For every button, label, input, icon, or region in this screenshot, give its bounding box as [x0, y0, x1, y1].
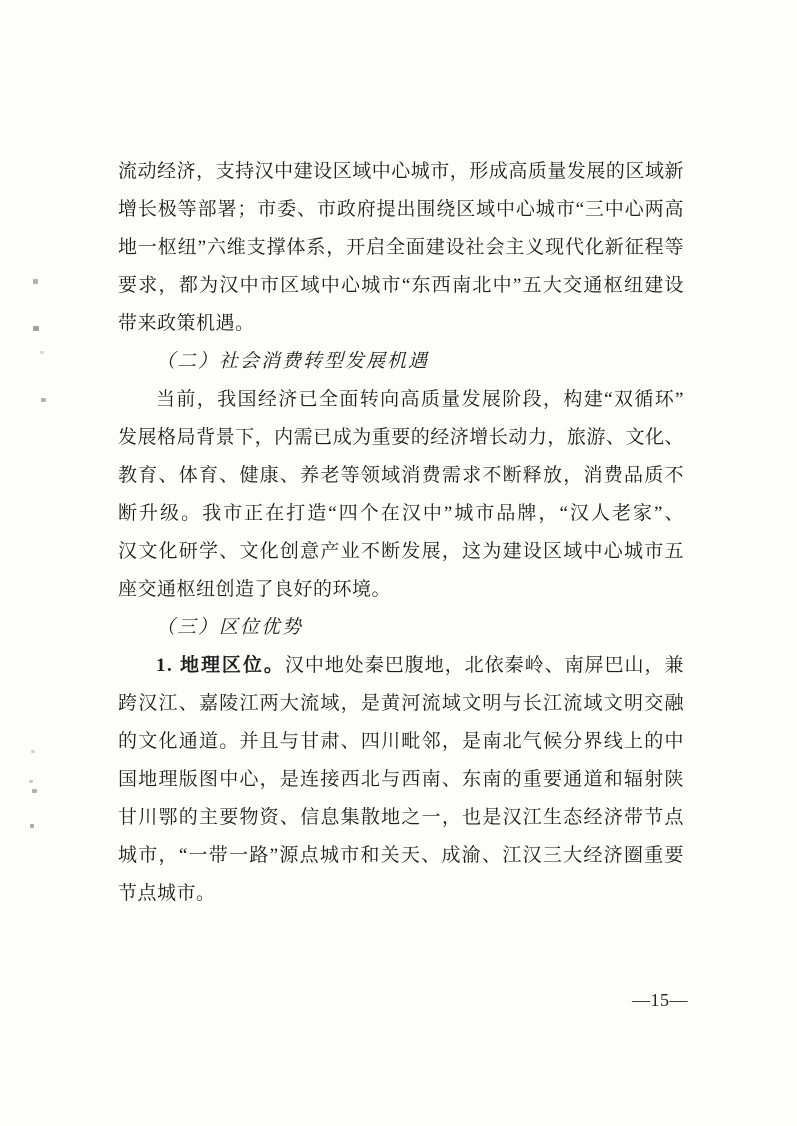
scan-speck	[33, 279, 38, 284]
scan-speck	[33, 326, 39, 331]
body-text-line: 当前，我国经济已全面转向高质量发展阶段，构建“双循环”	[156, 389, 684, 410]
document-body	[118, 153, 684, 913]
clause-number-bold: 1. 地理区位。	[156, 655, 285, 676]
body-text-line: 增长极等部署；市委、市政府提出围绕区域中心城市“三中心两高	[118, 199, 684, 220]
body-text-line: 要求，都为汉中市区域中心城市“东西南北中”五大交通枢纽建设	[118, 275, 684, 296]
body-text-line: 跨汉江、嘉陵江两大流域，是黄河流域文明与长江流域文明交融	[118, 693, 684, 714]
page-number: —15—	[632, 990, 688, 1010]
body-text-line: 座交通枢纽创造了良好的环境。	[118, 579, 392, 600]
body-text-line: 地一枢纽”六维支撑体系，开启全面建设社会主义现代化新征程等	[118, 237, 684, 258]
body-text-line: 甘川鄂的主要物资、信息集散地之一，也是汉江生态经济带节点	[118, 807, 684, 828]
scan-speck	[40, 351, 44, 354]
scan-speck	[41, 398, 46, 402]
body-text-line: 的文化通道。并且与甘肃、四川毗邻，是南北气候分界线上的中	[118, 731, 684, 752]
section-heading-two: （二）社会消费转型发展机遇	[156, 351, 430, 372]
body-text-line: 城市，“一带一路”源点城市和关天、成渝、江汉三大经济圈重要	[118, 845, 684, 866]
body-text-line	[118, 647, 684, 685]
body-text-line: 教育、体育、健康、养老等领域消费需求不断释放，消费品质不	[118, 465, 684, 486]
body-text-line: 断升级。我市正在打造“四个在汉中”城市品牌，“汉人老家”、	[118, 503, 684, 524]
body-text-line: 带来政策机遇。	[118, 313, 255, 334]
scan-speck	[32, 789, 37, 793]
body-text-line: 发展格局背景下，内需已成为重要的经济增长动力，旅游、文化、	[118, 427, 684, 448]
section-heading-three: （三）区位优势	[156, 617, 304, 638]
body-text-line: 流动经济，支持汉中建设区域中心城市，形成高质量发展的区域新	[118, 161, 684, 182]
scan-speck	[29, 780, 33, 783]
body-text-line: 国地理版图中心，是连接西北与西南、东南的重要通道和辐射陕	[118, 769, 684, 790]
scan-speck	[30, 824, 34, 828]
body-text-line: 节点城市。	[118, 883, 216, 904]
scan-speck	[31, 750, 35, 753]
body-text-line: 汉文化研学、文化创意产业不断发展，这为建设区域中心城市五	[118, 541, 684, 562]
body-text-run: 汉中地处秦巴腹地，北依秦岭、南屏巴山，兼	[284, 655, 684, 676]
